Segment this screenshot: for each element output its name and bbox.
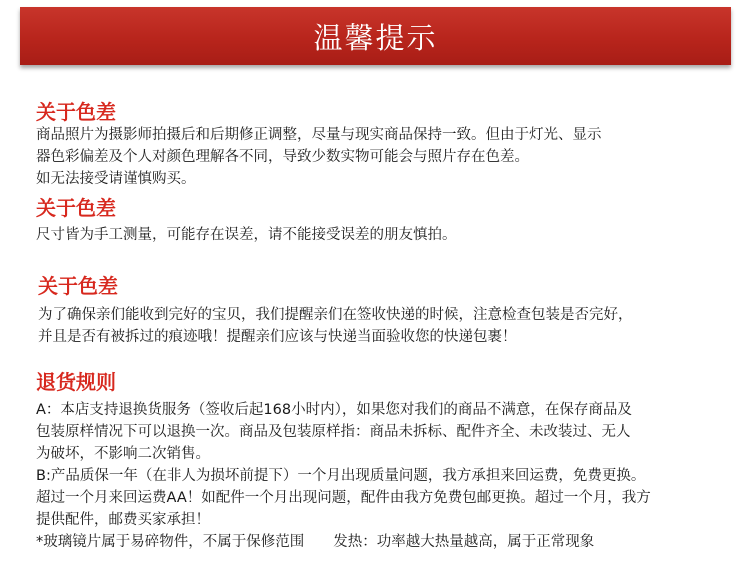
text-line: 商品照片为摄影师拍摄后和后期修正调整，尽量与现实商品保持一致。但由于灯光、显示 [36,127,602,143]
text-line: 包装原样情况下可以退换一次。商品及包装原样指：商品未拆标、配件齐全、未改装过、无人 [36,424,631,440]
section-heading: 关于色差 [36,100,116,124]
section-text [38,304,633,348]
text-line: 超过一个月来回运费AA！如配件一个月出现问题，配件由我方免费包邮更换。超过一个月，我方 [36,490,651,506]
text-line: 为了确保亲们能收到完好的宝贝，我们提醒亲们在签收快递的时候，注意检查包装是否完好， [38,307,633,323]
section-text [36,224,457,246]
text-line: A：本店支持退换货服务（签收后起168小时内），如果您对我们的商品不满意，在保存商品及 [36,402,632,418]
text-line: 提供配件，邮费买家承担！ [36,512,210,528]
text-line: 为破坏，不影响二次销售。 [36,446,210,462]
section-text [36,399,651,553]
section-text [36,124,602,190]
banner-title: 温馨提示 [313,20,438,55]
text-line: 尺寸皆为手工测量，可能存在误差，请不能接受误差的朋友慎拍。 [36,227,457,243]
text-line: 器色彩偏差及个人对颜色理解各不同，导致少数实物可能会与照片存在色差。 [36,149,529,165]
section-heading: 关于色差 [38,274,118,298]
text-line: *玻璃镜片属于易碎物件，不属于保修范围 发热：功率越大热量越高，属于正常现象 [36,534,595,550]
section-heading: 退货规则 [36,370,116,394]
header-banner [20,7,731,65]
text-line: B:产品质保一年（在非人为损坏前提下）一个月出现质量问题，我方承担来回运费，免费更换。 [36,468,646,484]
text-line: 并且是否有被拆过的痕迹哦！提醒亲们应该与快递当面验收您的快递包裹！ [38,329,517,345]
text-line: 如无法接受请谨慎购买。 [36,171,196,187]
section-heading: 关于色差 [36,196,116,220]
